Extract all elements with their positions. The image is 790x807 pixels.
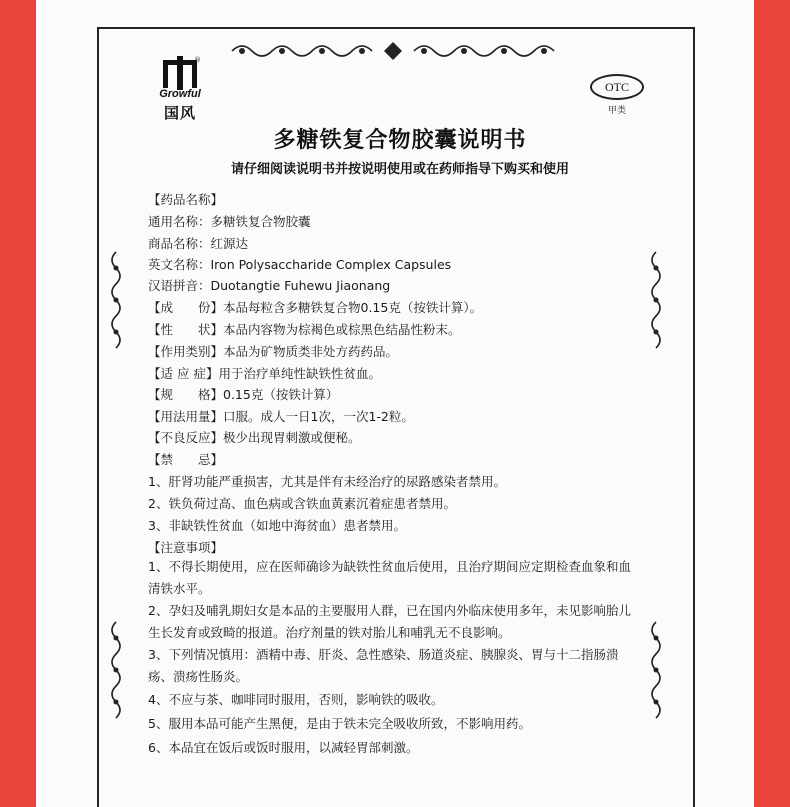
precaution-item: 1、不得长期使用，应在医师确诊为缺铁性贫血后使用，且治疗期间应定期检查血象和血清铁水平。 <box>148 559 631 596</box>
brand-name-cn: 国风 <box>163 104 196 122</box>
brand-name-en: Growful <box>159 88 201 100</box>
right-ornament-icon <box>648 250 664 350</box>
top-ornament-icon <box>228 40 558 62</box>
usage-dosage: 【用法用量】口服。成人一日1次，一次1-2粒。 <box>148 409 414 424</box>
otc-badge <box>588 74 646 116</box>
brand-logo <box>150 56 210 126</box>
specification: 【规 格】0.15克（按铁计算） <box>148 387 339 402</box>
generic-name: 通用名称：多糖铁复合物胶囊 <box>148 214 311 229</box>
precaution-item: 2、孕妇及哺乳期妇女是本品的主要服用人群，已在国内外临床使用多年，未见影响胎儿生长发育或致畸的报道。治疗剂量的铁对胎儿和哺乳无不良影响。 <box>148 603 631 640</box>
english-name: 英文名称：Iron Polysaccharide Complex Capsules <box>148 257 452 272</box>
character: 【性 状】本品内容物为棕褐色或棕黑色结晶性粉末。 <box>148 322 461 337</box>
category: 【作用类别】本品为矿物质类非处方药药品。 <box>148 344 399 359</box>
contraindication-item: 2、铁负荷过高、血色病或含铁血黄素沉着症患者禁用。 <box>148 496 456 511</box>
contraindication-item: 3、非缺铁性贫血（如地中海贫血）患者禁用。 <box>148 518 406 533</box>
section-precautions-header: 【注意事项】 <box>148 540 224 555</box>
left-lower-ornament-icon <box>108 620 124 720</box>
registered-mark: ® <box>194 56 201 64</box>
section-drug-name-header: 【药品名称】 <box>148 192 224 207</box>
pinyin-name: 汉语拼音：Duotangtie Fuhewu Jiaonang <box>148 278 391 293</box>
otc-label: OTC <box>590 74 644 100</box>
indication: 【适 应 症】用于治疗单纯性缺铁性贫血。 <box>148 366 381 381</box>
right-lower-ornament-icon <box>648 620 664 720</box>
trade-name: 商品名称：红源达 <box>148 236 249 251</box>
left-ornament-icon <box>108 250 124 350</box>
composition: 【成 份】本品每粒含多糖铁复合物0.15克（按铁计算）。 <box>148 300 483 315</box>
precaution-item: 3、下列情况慎用：酒精中毒、肝炎、急性感染、肠道炎症、胰腺炎、胃与十二指肠溃疡、溃疡性肠炎。 <box>148 647 619 684</box>
contraindication-item: 1、肝肾功能严重损害，尤其是伴有未经治疗的尿路感染者禁用。 <box>148 474 506 489</box>
precaution-item: 6、本品宜在饭后或饭时服用，以减轻胃部刺激。 <box>148 740 419 755</box>
document-subtitle: 请仔细阅读说明书并按说明使用或在药师指导下购买和使用 <box>230 162 569 177</box>
precaution-item: 4、不应与茶、咖啡同时服用，否则，影响铁的吸收。 <box>148 692 444 707</box>
otc-class: 甲类 <box>607 106 626 116</box>
section-contraindications-header: 【禁 忌】 <box>148 452 224 467</box>
document-title: 多糖铁复合物胶囊说明书 <box>273 128 527 153</box>
precaution-item: 5、服用本品可能产生黑便，是由于铁未完全吸收所致，不影响用药。 <box>148 716 531 731</box>
adverse-reactions: 【不良反应】极少出现胃刺激或便秘。 <box>148 430 361 445</box>
